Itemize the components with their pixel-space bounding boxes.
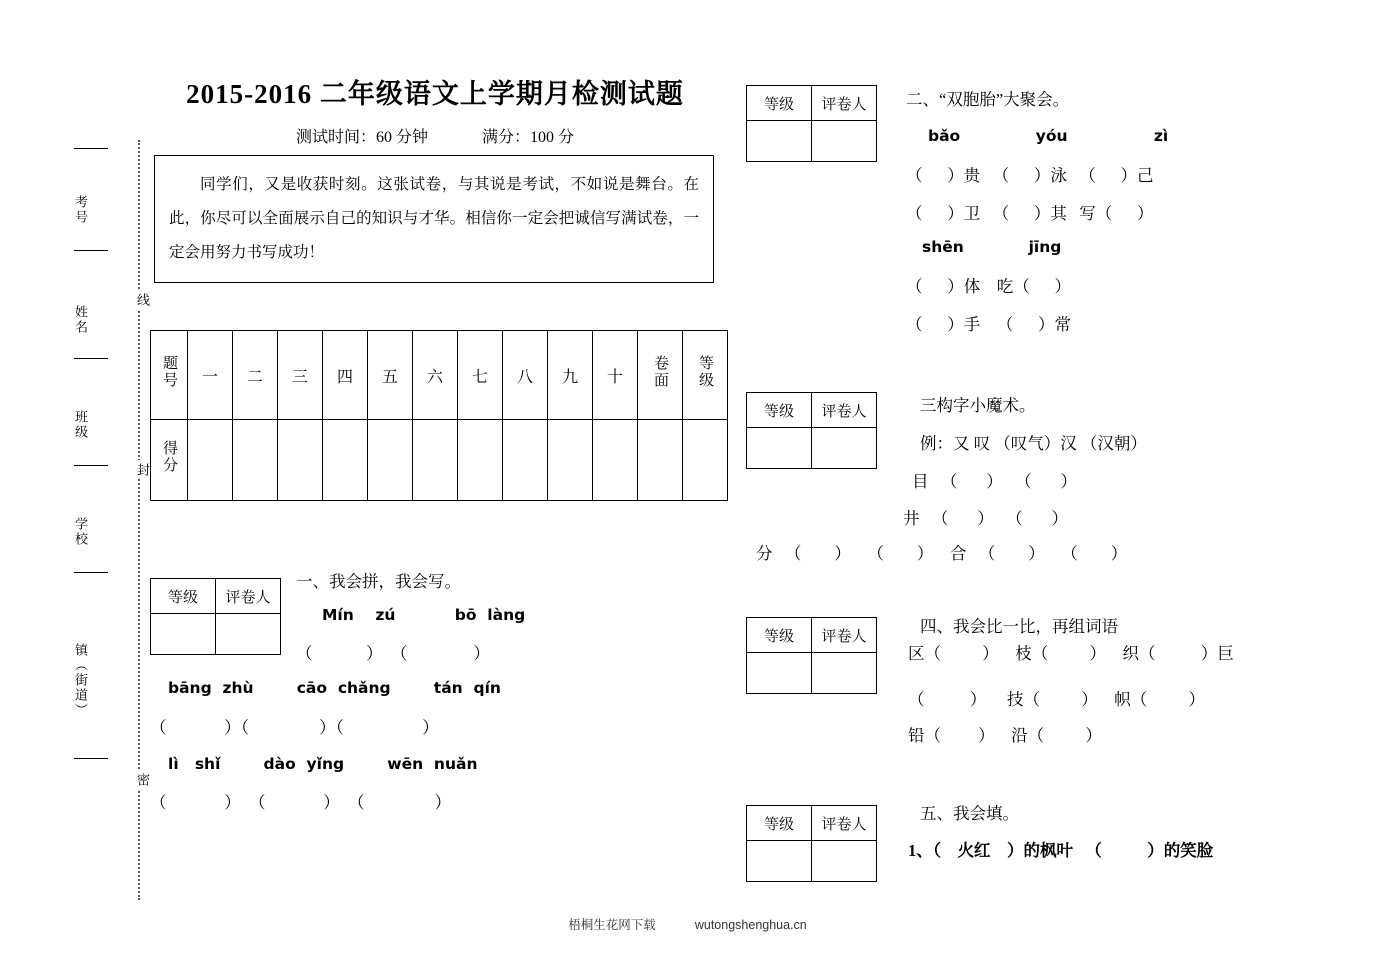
section-2-pinyin-1: bǎo yóu zì bbox=[928, 127, 1169, 145]
grade-header: 等级 bbox=[747, 806, 812, 841]
page-title: 2015-2016 二年级语文上学期月检测试题 bbox=[186, 79, 684, 109]
score-table-row-label-1: 题号 bbox=[151, 331, 188, 420]
grade-box-section-3 bbox=[746, 392, 877, 469]
score-col-1: 一 bbox=[188, 331, 233, 420]
section-2-line-3[interactable]: （ ）体 吃（ ） bbox=[906, 277, 1071, 296]
grade-value-cell[interactable] bbox=[747, 653, 812, 694]
seal-label-name: 姓名 bbox=[73, 305, 88, 335]
score-table-row-label-2: 得分 bbox=[151, 420, 188, 501]
seal-word-secret: 密 bbox=[124, 770, 152, 789]
score-cell[interactable] bbox=[683, 420, 728, 501]
section-2-line-4[interactable]: （ ）手 （ ）常 bbox=[906, 315, 1071, 334]
section-5-line-1[interactable]: 1、（ 火红 ）的枫叶 （ ）的笑脸 bbox=[908, 841, 1214, 860]
grade-value-cell[interactable] bbox=[747, 121, 812, 162]
score-cell[interactable] bbox=[413, 420, 458, 501]
full-score-label: 满分：100 分 bbox=[482, 129, 575, 146]
grade-box-section-4 bbox=[746, 617, 877, 694]
section-2-line-1[interactable]: （ ）贵 （ ）泳 （ ）己 bbox=[906, 166, 1154, 185]
marker-header: 评卷人 bbox=[216, 579, 281, 614]
grade-box-section-2 bbox=[746, 85, 877, 162]
score-cell[interactable] bbox=[188, 420, 233, 501]
score-table-header-row bbox=[151, 331, 728, 420]
marker-value-cell[interactable] bbox=[216, 614, 281, 655]
score-cell[interactable] bbox=[368, 420, 413, 501]
grade-box-section-5 bbox=[746, 805, 877, 882]
score-col-grade: 等级 bbox=[683, 331, 728, 420]
section-4-line-2[interactable]: （ ） 技（ ） 帜（ ） bbox=[908, 690, 1205, 709]
section-3-line-1[interactable]: 目 （ ） （ ） bbox=[912, 472, 1077, 491]
grade-header: 等级 bbox=[747, 86, 812, 121]
section-2-line-2[interactable]: （ ）卫 （ ）其 写（ ） bbox=[906, 204, 1154, 223]
section-1-blanks-2[interactable]: （ ）（ ）（ ） bbox=[150, 718, 439, 737]
test-time-label: 测试时间：60 分钟 bbox=[295, 129, 428, 146]
grade-value-cell[interactable] bbox=[747, 428, 812, 469]
seal-word-seal: 封 bbox=[124, 460, 152, 479]
score-col-10: 十 bbox=[593, 331, 638, 420]
grade-header: 等级 bbox=[747, 618, 812, 653]
grade-value-cell[interactable] bbox=[151, 614, 216, 655]
score-table bbox=[150, 330, 728, 501]
section-1-pinyin-3: lì shǐ dào yǐng wēn nuǎn bbox=[168, 755, 478, 773]
section-1-pinyin-2: bāng zhù cāo chǎng tán qín bbox=[168, 679, 501, 697]
section-3-heading: 三构字小魔术。 bbox=[920, 396, 1036, 415]
score-col-7: 七 bbox=[458, 331, 503, 420]
section-1-pinyin-1: Mín zú bō làng bbox=[322, 606, 526, 624]
score-cell[interactable] bbox=[638, 420, 683, 501]
grade-header: 等级 bbox=[747, 393, 812, 428]
score-cell[interactable] bbox=[323, 420, 368, 501]
seal-strip bbox=[60, 140, 150, 900]
intro-text: 同学们，又是收获时刻。这张试卷，与其说是考试，不如说是舞台。在此，你尽可以全面展示自己的知识与才华。相信你一定会把诚信写满试卷，一定会用努力书写成功！ bbox=[169, 176, 699, 261]
section-1-heading: 一、我会拼，我会写。 bbox=[296, 572, 461, 591]
page-subtitle bbox=[150, 124, 720, 147]
section-2-pinyin-2: shēn jīng bbox=[922, 238, 1062, 256]
score-col-6: 六 bbox=[413, 331, 458, 420]
score-col-5: 五 bbox=[368, 331, 413, 420]
section-3-line-3[interactable]: 分 （ ） （ ） 合 （ ） （ ） bbox=[756, 544, 1128, 563]
score-col-3: 三 bbox=[278, 331, 323, 420]
marker-value-cell[interactable] bbox=[812, 841, 877, 882]
marker-header: 评卷人 bbox=[812, 86, 877, 121]
footer-text: 梧桐生花网下载 bbox=[568, 918, 656, 932]
section-2-heading: 二、“双胞胎”大聚会。 bbox=[906, 90, 1070, 109]
section-1-blanks-1[interactable]: （ ） （ ） bbox=[296, 644, 490, 663]
seal-label-class: 班级 bbox=[73, 410, 88, 440]
score-cell[interactable] bbox=[548, 420, 593, 501]
section-5-heading: 五、我会填。 bbox=[920, 804, 1019, 823]
marker-value-cell[interactable] bbox=[812, 653, 877, 694]
marker-value-cell[interactable] bbox=[812, 121, 877, 162]
score-cell[interactable] bbox=[593, 420, 638, 501]
score-cell[interactable] bbox=[503, 420, 548, 501]
seal-label-school: 学校 bbox=[73, 517, 88, 547]
score-table-value-row bbox=[151, 420, 728, 501]
intro-box bbox=[154, 155, 714, 283]
section-1-blanks-3[interactable]: （ ） （ ） （ ） bbox=[150, 793, 452, 812]
marker-header: 评卷人 bbox=[812, 806, 877, 841]
footer-site: wutongshenghua.cn bbox=[694, 918, 807, 932]
seal-label-exam-number: 考号 bbox=[73, 195, 88, 225]
score-col-4: 四 bbox=[323, 331, 368, 420]
grade-box-section-1 bbox=[150, 578, 281, 655]
footer bbox=[0, 915, 1375, 933]
grade-header: 等级 bbox=[151, 579, 216, 614]
score-col-paper: 卷面 bbox=[638, 331, 683, 420]
seal-label-town: 镇（街道） bbox=[73, 642, 88, 718]
score-col-2: 二 bbox=[233, 331, 278, 420]
grade-value-cell[interactable] bbox=[747, 841, 812, 882]
marker-header: 评卷人 bbox=[812, 618, 877, 653]
score-col-9: 九 bbox=[548, 331, 593, 420]
marker-header: 评卷人 bbox=[812, 393, 877, 428]
score-cell[interactable] bbox=[458, 420, 503, 501]
section-3-example: 例：又 叹 （叹气）汉 （汉朝） bbox=[920, 434, 1147, 453]
score-col-8: 八 bbox=[503, 331, 548, 420]
seal-word-line: 线 bbox=[124, 290, 152, 309]
score-cell[interactable] bbox=[233, 420, 278, 501]
score-cell[interactable] bbox=[278, 420, 323, 501]
section-4-heading: 四、我会比一比，再组词语 bbox=[920, 617, 1118, 636]
marker-value-cell[interactable] bbox=[812, 428, 877, 469]
section-4-line-3[interactable]: 铅（ ） 沿（ ） bbox=[908, 726, 1102, 745]
section-3-line-2[interactable]: 井 （ ） （ ） bbox=[903, 509, 1068, 528]
section-4-line-1[interactable]: 区（ ） 枝（ ） 织（ ）巨 bbox=[908, 644, 1234, 663]
